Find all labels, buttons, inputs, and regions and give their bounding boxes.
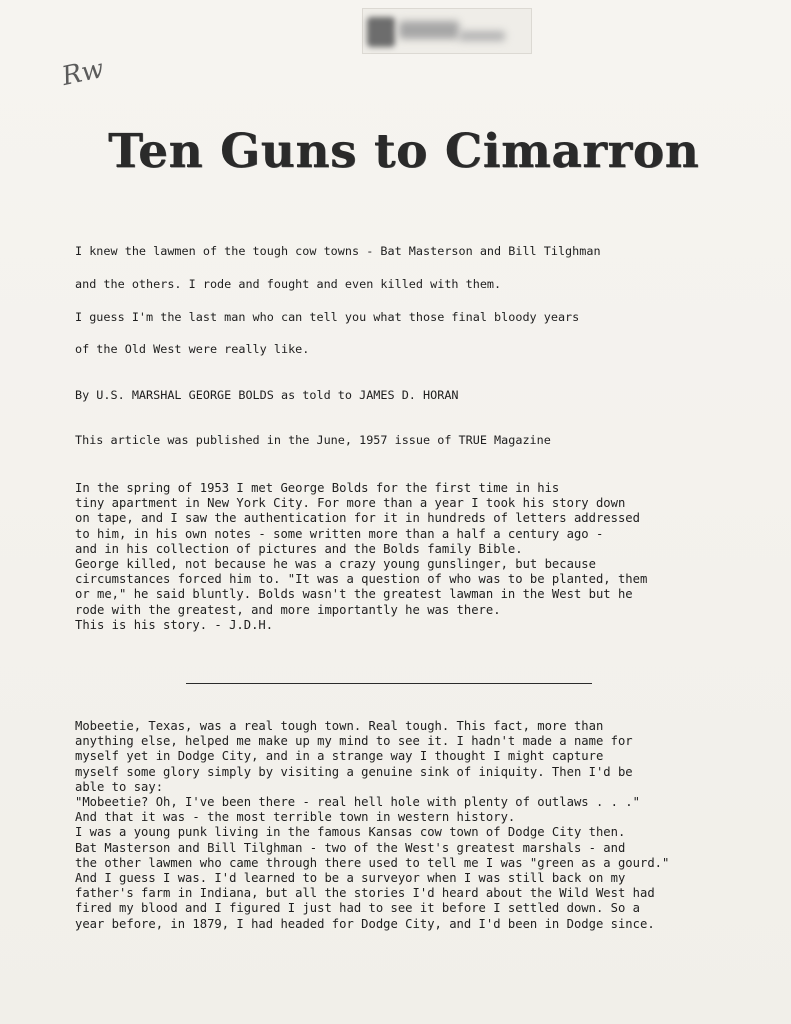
editor-note-line: on tape, and I saw the authentication for it in hundreds of letters addressed — [75, 511, 640, 526]
story-line: able to say: — [75, 779, 164, 794]
publication-note: This article was published in the June, 1957 issue of TRUE Magazine — [75, 433, 551, 447]
section-divider — [186, 683, 592, 684]
redacted-mark — [459, 31, 505, 41]
intro-line: I guess I'm the last man who can tell you what those final bloody years — [75, 310, 580, 324]
story-line: I was a young punk living in the famous Kansas cow town of Dodge City then. — [75, 825, 626, 840]
story-line: "Mobeetie? Oh, I've been there - real hell hole with plenty of outlaws . . ." — [75, 795, 640, 810]
redacted-stamp — [362, 8, 532, 54]
intro-line: and the others. I rode and fought and even killed with them. — [75, 277, 502, 291]
story-line: And I guess I was. I'd learned to be a surveyor when I was still back on my — [75, 871, 626, 886]
story-line: Mobeetie, Texas, was a real tough town. Real tough. This fact, more than — [75, 719, 604, 733]
editor-note-line: This is his story. - J.D.H. — [75, 617, 274, 632]
editor-note-line: and in his collection of pictures and the Bolds family Bible. — [75, 541, 523, 556]
story-line: Bat Masterson and Bill Tilghman - two of the West's greatest marshals - and — [75, 840, 626, 855]
redacted-mark — [367, 17, 395, 47]
story-line: the other lawmen who came through there used to tell me I was "green as a gourd." — [75, 855, 670, 870]
story-line: myself yet in Dodge City, and in a strange way I thought I might capture — [75, 749, 604, 764]
intro-line: I knew the lawmen of the tough cow towns - Bat Masterson and Bill Tilghman — [75, 244, 601, 258]
story-line: myself some glory simply by visiting a genuine sink of iniquity. Then I'd be — [75, 764, 633, 779]
story-line: fired my blood and I figured I just had to see it before I settled down. So a — [75, 901, 640, 916]
editor-note-line: In the spring of 1953 I met George Bolds for the first time in his — [75, 481, 560, 495]
intro-line: of the Old West were really like. — [75, 342, 310, 356]
editor-note-line: rode with the greatest, and more importantly he was there. — [75, 602, 501, 617]
story-line: father's farm in Indiana, but all the stories I'd heard about the Wild West had — [75, 886, 655, 901]
story-body — [75, 719, 715, 932]
story-line: anything else, helped me make up my mind to see it. I hadn't made a name for — [75, 734, 633, 749]
story-line: year before, in 1879, I had headed for Dodge City, and I'd been in Dodge since. — [75, 916, 655, 931]
handwritten-initials: Rw — [59, 53, 107, 93]
article-title: Ten Guns to Cimarron — [108, 124, 700, 179]
story-line: And that it was - the most terrible town in western history. — [75, 810, 516, 825]
editor-note-line: to him, in his own notes - some written more than a half a century ago - — [75, 526, 604, 541]
byline: By U.S. MARSHAL GEORGE BOLDS as told to JAMES D. HORAN — [75, 388, 459, 402]
editor-note-line: or me," he said bluntly. Bolds wasn't the greatest lawman in the West but he — [75, 587, 633, 602]
editor-note — [75, 481, 715, 633]
editor-note-line: circumstances forced him to. "It was a question of who was to be planted, them — [75, 572, 648, 587]
redacted-mark — [399, 21, 459, 39]
editor-note-line: George killed, not because he was a crazy young gunslinger, but because — [75, 557, 596, 572]
editor-note-line: tiny apartment in New York City. For more than a year I took his story down — [75, 496, 626, 511]
